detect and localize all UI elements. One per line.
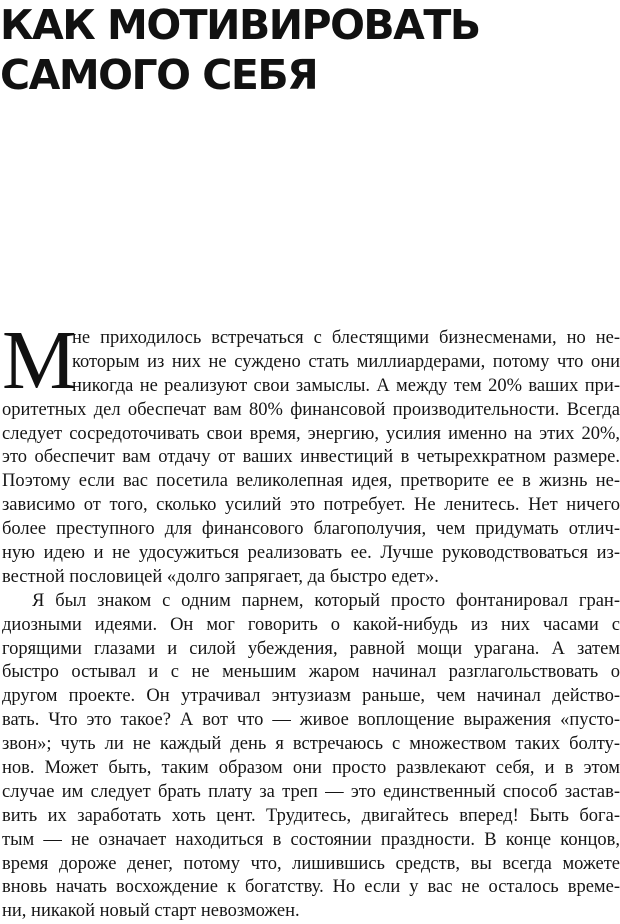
text-line: вестной пословицей «долго запрягает, да быстро едет».: [2, 566, 439, 587]
text-line: время дороже денег, потому что, лишившись средств, вы всегда можете: [2, 853, 620, 874]
chapter-title-line-1: КАК МОТИВИРОВАТЬ: [0, 1, 480, 49]
text-line: зависимо от того, сколько усилий это потребует. Не ленитесь. Нет ничего: [2, 495, 620, 516]
body-text: [2, 314, 620, 924]
text-line: вить их заработать хоть цент. Трудитесь, двигайтесь вперед! Быть бога-: [2, 805, 620, 826]
text-line: нов. Может быть, таким образом они просто развлекают себя, и в этом: [2, 758, 620, 779]
text-line: это обеспечит вам отдачу от ваших инвестиций в четырехкратном размере.: [2, 447, 620, 468]
text-line: диозными идеями. Он мог говорить о какой-нибудь из них часами с: [2, 614, 620, 635]
text-line: Поэтому если вас посетила великолепная идея, претворите ее в жизнь не-: [2, 471, 620, 492]
text-line: звон»; чуть ли не каждый день я встречаюсь с множеством таких болту-: [2, 734, 620, 755]
chapter-title: [0, 0, 480, 100]
text-line: Я был знаком с одним парнем, который просто фонтанировал гран-: [32, 590, 620, 611]
text-line: случае им следует брать плату за треп — это единственный способ застав-: [2, 781, 620, 802]
text-line: горящими глазами и силой убеждения, равной мощи урагана. А затем: [2, 638, 620, 659]
text-line: ни, никакой новый старт невозможен.: [2, 901, 300, 922]
chapter-title-line-2: САМОГО СЕБЯ: [0, 51, 318, 99]
text-line: не приходилось встречаться с блестящими бизнесменами, но не-: [72, 328, 620, 348]
text-line: вать. Что это такое? А вот что — живое воплощение выражения «пусто-: [2, 710, 620, 731]
text-line: ную идею и не удосужиться реализовать ее. Лучше руководствоваться из-: [2, 543, 620, 564]
text-line: оритетных дел обеспечат вам 80% финансовой производительности. Всегда: [2, 399, 620, 420]
text-line: никогда не реализуют свои замыслы. А между тем 20% ваших при-: [72, 375, 620, 396]
text-line: более преступного для финансового благополучия, чем придумать отлич-: [2, 519, 620, 540]
text-line: другом проекте. Он утрачивал энтузиазм раньше, чем начинал действо-: [2, 686, 620, 707]
drop-cap: М: [2, 314, 77, 407]
text-line: следует сосредоточивать свои время, энергию, усилия именно на этих 20%,: [2, 423, 620, 444]
text-line: вновь начать восхождение к богатству. Но если у вас не осталось време-: [2, 877, 620, 898]
paragraph-1: [2, 314, 620, 590]
text-line: быстро остывал и с не меньшим жаром начинал разглагольствовать о: [2, 662, 620, 683]
text-line: которым из них не суждено стать миллиардерами, потому что они: [72, 351, 620, 372]
text-line: тым — не означает находиться в состоянии праздности. В конце концов,: [2, 829, 620, 850]
paragraph-2: [2, 590, 620, 924]
